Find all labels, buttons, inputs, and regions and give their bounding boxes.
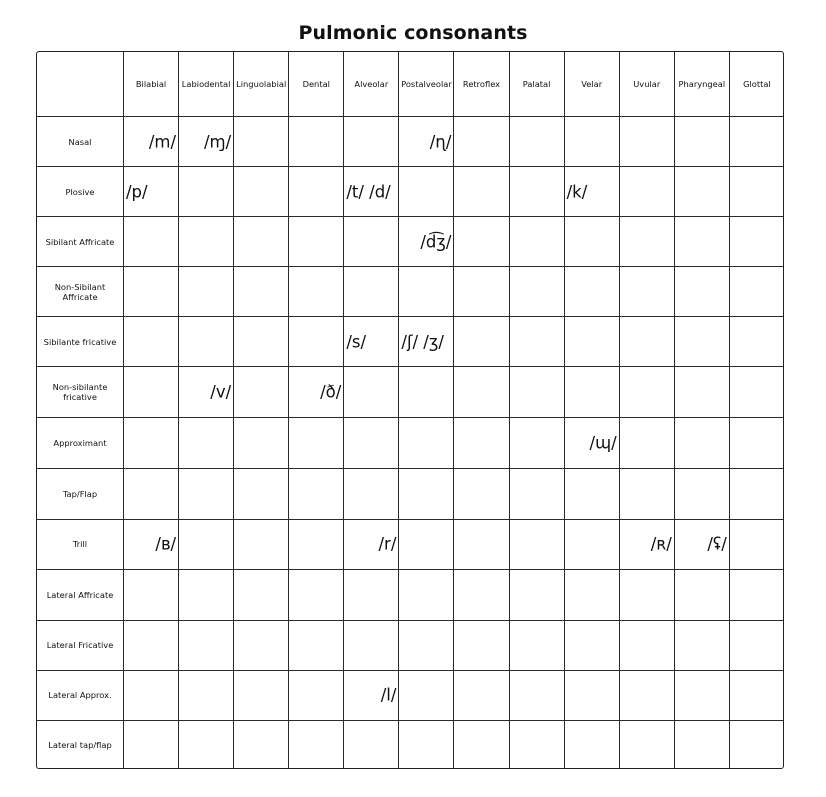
table-cell — [124, 670, 179, 720]
row-header: Approximant — [37, 418, 124, 468]
phoneme-voiced: /m/ — [148, 132, 177, 152]
phoneme-voiced: /ʙ/ — [155, 534, 177, 554]
table-cell — [674, 519, 729, 569]
table-cell — [289, 670, 344, 720]
table-cell — [674, 217, 729, 267]
table-cell — [344, 418, 399, 468]
table-row — [37, 519, 785, 569]
table-cell — [234, 117, 289, 167]
table-cell — [509, 468, 564, 519]
table-cell — [619, 468, 674, 519]
table-cell — [179, 418, 234, 468]
table-row — [37, 468, 785, 519]
row-header: Non-Sibilant Affricate — [37, 267, 124, 317]
table-cell — [289, 569, 344, 620]
table-cell — [289, 720, 344, 769]
table-cell — [124, 167, 179, 217]
table-cell — [564, 167, 619, 217]
phoneme-voiced: /ɰ/ — [589, 433, 617, 453]
table-cell — [454, 167, 509, 217]
table-cell — [509, 117, 564, 167]
table-cell — [454, 620, 509, 670]
phoneme-voiced: /ð/ — [320, 382, 342, 402]
column-header: Alveolar — [344, 52, 399, 117]
table-row — [37, 167, 785, 217]
table-cell — [289, 519, 344, 569]
table-cell — [179, 317, 234, 367]
table-cell — [234, 670, 289, 720]
table-cell — [234, 720, 289, 769]
table-cell — [509, 569, 564, 620]
table-row — [37, 117, 785, 167]
column-header: Postalveolar — [399, 52, 454, 117]
table-cell — [234, 418, 289, 468]
table-cell — [179, 720, 234, 769]
column-header: Labiodental — [179, 52, 234, 117]
table-cell — [289, 317, 344, 367]
table-row — [37, 720, 785, 769]
table-cell — [344, 167, 399, 217]
table-cell — [399, 117, 454, 167]
table-cell — [124, 519, 179, 569]
phoneme-voiced: /r/ — [378, 534, 397, 554]
table-cell — [399, 569, 454, 620]
table-cell — [454, 670, 509, 720]
table-cell — [674, 670, 729, 720]
table-cell — [234, 620, 289, 670]
table-cell — [454, 367, 509, 418]
table-cell — [399, 267, 454, 317]
table-cell — [399, 217, 454, 267]
table-cell — [124, 620, 179, 670]
table-cell — [564, 670, 619, 720]
column-header: Palatal — [509, 52, 564, 117]
table-cell — [509, 217, 564, 267]
table-cell — [289, 468, 344, 519]
table-cell — [454, 217, 509, 267]
table-cell — [399, 367, 454, 418]
header-row — [37, 52, 785, 117]
table-cell — [234, 468, 289, 519]
table-cell — [399, 720, 454, 769]
table-cell — [234, 317, 289, 367]
row-header: Plosive — [37, 167, 124, 217]
table-cell — [179, 267, 234, 317]
table-cell — [344, 519, 399, 569]
table-cell — [509, 519, 564, 569]
table-cell — [344, 670, 399, 720]
table-row — [37, 670, 785, 720]
table-cell — [124, 418, 179, 468]
table-cell — [179, 468, 234, 519]
column-header: Uvular — [619, 52, 674, 117]
table-cell — [399, 519, 454, 569]
consonant-table — [36, 51, 784, 769]
row-header: Nasal — [37, 117, 124, 167]
column-header: Linguolabial — [234, 52, 289, 117]
phoneme-voiced: /ɱ/ — [203, 132, 232, 152]
table-cell — [234, 367, 289, 418]
table-cell — [674, 620, 729, 670]
table-cell — [179, 519, 234, 569]
table-cell — [454, 117, 509, 167]
table-cell — [674, 418, 729, 468]
column-header: Pharyngeal — [674, 52, 729, 117]
table-cell — [399, 620, 454, 670]
row-header: Tap/Flap — [37, 468, 124, 519]
phoneme-voiceless: /s/ — [346, 332, 367, 352]
table-cell — [619, 418, 674, 468]
table-cell — [509, 620, 564, 670]
table-cell — [729, 217, 784, 267]
row-header: Lateral Approx. — [37, 670, 124, 720]
table-cell — [454, 418, 509, 468]
table-cell — [509, 267, 564, 317]
table-cell — [454, 468, 509, 519]
table-cell — [509, 720, 564, 769]
table-cell — [564, 418, 619, 468]
phoneme-voiced: /ɳ/ — [429, 132, 452, 152]
column-header: Velar — [564, 52, 619, 117]
table-cell — [179, 217, 234, 267]
phoneme-voiceless: /t/ /d/ — [346, 182, 391, 202]
table-cell — [344, 267, 399, 317]
table-cell — [564, 317, 619, 367]
table-cell — [344, 620, 399, 670]
table-cell — [234, 167, 289, 217]
table-cell — [399, 418, 454, 468]
phoneme-voiceless: /p/ — [126, 182, 148, 202]
table-cell — [729, 317, 784, 367]
table-cell — [674, 569, 729, 620]
table-cell — [619, 670, 674, 720]
table-cell — [729, 468, 784, 519]
table-row — [37, 620, 785, 670]
table-cell — [234, 267, 289, 317]
table-cell — [289, 117, 344, 167]
table-cell — [564, 267, 619, 317]
table-cell — [344, 468, 399, 519]
row-header: Lateral Fricative — [37, 620, 124, 670]
table-cell — [124, 720, 179, 769]
consonant-chart — [36, 51, 784, 769]
phoneme-voiced: /l/ — [380, 685, 397, 705]
phoneme-voiced: /ʢ/ — [707, 534, 727, 554]
table-cell — [674, 167, 729, 217]
table-cell — [674, 317, 729, 367]
table-cell — [619, 519, 674, 569]
table-cell — [289, 267, 344, 317]
table-cell — [729, 367, 784, 418]
table-cell — [289, 620, 344, 670]
table-cell — [179, 620, 234, 670]
table-cell — [124, 468, 179, 519]
column-header: Retroflex — [454, 52, 509, 117]
table-cell — [454, 317, 509, 367]
table-cell — [179, 569, 234, 620]
table-cell — [399, 167, 454, 217]
table-cell — [619, 367, 674, 418]
table-cell — [234, 519, 289, 569]
table-cell — [344, 367, 399, 418]
table-cell — [289, 167, 344, 217]
table-cell — [619, 569, 674, 620]
table-cell — [289, 217, 344, 267]
table-cell — [124, 267, 179, 317]
row-header: Lateral tap/flap — [37, 720, 124, 769]
table-cell — [619, 117, 674, 167]
table-cell — [289, 367, 344, 418]
table-cell — [179, 367, 234, 418]
table-row — [37, 418, 785, 468]
table-cell — [344, 217, 399, 267]
table-cell — [619, 620, 674, 670]
table-cell — [564, 519, 619, 569]
table-cell — [674, 468, 729, 519]
table-cell — [729, 519, 784, 569]
column-header: Dental — [289, 52, 344, 117]
row-header: Sibilante fricative — [37, 317, 124, 367]
table-cell — [619, 217, 674, 267]
table-cell — [674, 267, 729, 317]
table-cell — [234, 569, 289, 620]
table-cell — [289, 418, 344, 468]
table-cell — [509, 670, 564, 720]
table-cell — [729, 117, 784, 167]
phoneme-voiceless: /k/ — [566, 182, 588, 202]
table-cell — [729, 569, 784, 620]
phoneme-voiced: /d͡ʒ/ — [420, 232, 452, 252]
table-cell — [564, 117, 619, 167]
table-cell — [344, 117, 399, 167]
table-row — [37, 267, 785, 317]
table-cell — [344, 720, 399, 769]
table-cell — [729, 418, 784, 468]
table-cell — [124, 367, 179, 418]
table-cell — [344, 317, 399, 367]
table-cell — [674, 720, 729, 769]
table-cell — [454, 569, 509, 620]
table-cell — [124, 217, 179, 267]
row-header: Lateral Affricate — [37, 569, 124, 620]
table-cell — [509, 418, 564, 468]
table-row — [37, 367, 785, 418]
phoneme-voiced: /v/ — [210, 382, 232, 402]
table-cell — [509, 367, 564, 418]
table-cell — [124, 117, 179, 167]
table-cell — [729, 267, 784, 317]
table-cell — [619, 317, 674, 367]
phoneme-voiceless: /ʃ/ /ʒ/ — [401, 332, 444, 352]
table-cell — [454, 267, 509, 317]
column-header: Glottal — [729, 52, 784, 117]
table-cell — [344, 569, 399, 620]
table-cell — [399, 670, 454, 720]
table-cell — [124, 569, 179, 620]
table-row — [37, 569, 785, 620]
table-cell — [564, 720, 619, 769]
table-row — [37, 217, 785, 267]
table-cell — [399, 468, 454, 519]
table-cell — [509, 167, 564, 217]
table-cell — [564, 569, 619, 620]
table-cell — [674, 367, 729, 418]
table-cell — [729, 670, 784, 720]
table-cell — [564, 367, 619, 418]
table-row — [37, 317, 785, 367]
table-cell — [564, 217, 619, 267]
table-cell — [729, 620, 784, 670]
table-cell — [454, 519, 509, 569]
corner-cell — [37, 52, 124, 117]
table-cell — [564, 468, 619, 519]
row-header: Sibilant Affricate — [37, 217, 124, 267]
table-cell — [509, 317, 564, 367]
table-cell — [729, 167, 784, 217]
table-cell — [179, 117, 234, 167]
table-cell — [234, 217, 289, 267]
row-header: Non-sibilante fricative — [37, 367, 124, 418]
table-cell — [619, 267, 674, 317]
table-cell — [399, 317, 454, 367]
table-cell — [619, 720, 674, 769]
phoneme-voiced: /ʀ/ — [650, 534, 672, 554]
table-cell — [729, 720, 784, 769]
table-cell — [124, 317, 179, 367]
table-cell — [674, 117, 729, 167]
table-cell — [179, 167, 234, 217]
table-cell — [454, 720, 509, 769]
row-header: Trill — [37, 519, 124, 569]
table-cell — [564, 620, 619, 670]
table-cell — [179, 670, 234, 720]
column-header: Bilabial — [124, 52, 179, 117]
page-title: Pulmonic consonants — [298, 22, 528, 44]
table-cell — [619, 167, 674, 217]
